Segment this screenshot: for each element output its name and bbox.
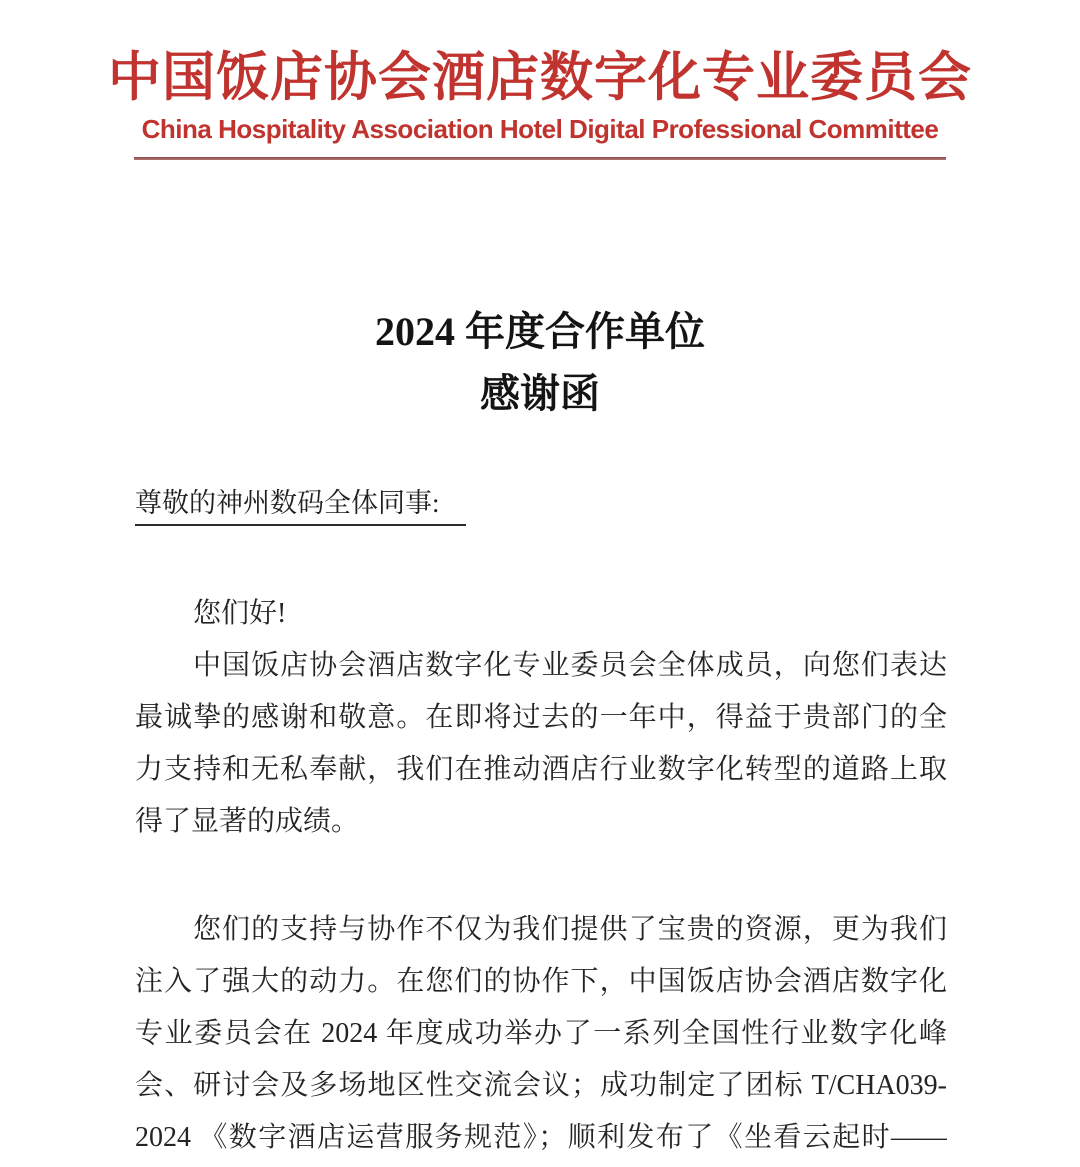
body-line: 您们的支持与协作不仅为我们提供了宝贵的资源，更为我们 bbox=[193, 914, 947, 945]
doc-title-line1: 2024 年度合作单位 bbox=[375, 309, 705, 354]
letterhead-divider bbox=[134, 157, 946, 160]
paragraph-2 bbox=[135, 904, 947, 1164]
salutation-text: 尊敬的神州数码全体同事: bbox=[135, 486, 466, 526]
paragraph-1 bbox=[135, 640, 947, 848]
org-name-cn: 中国饭店协会酒店数字化专业委员会 bbox=[108, 49, 972, 107]
doc-title-line2: 感谢函 bbox=[480, 371, 600, 416]
body-line: 专业委员会在 2024 年度成功举办了一系列全国性行业数字化峰 bbox=[135, 1018, 947, 1049]
salutation bbox=[135, 486, 947, 526]
body-line: 最诚挚的感谢和敬意。在即将过去的一年中，得益于贵部门的全 bbox=[135, 702, 947, 733]
letterhead bbox=[0, 46, 1080, 160]
org-name-en: China Hospitality Association Hotel Digital Professional Committee bbox=[141, 114, 939, 144]
letter-body bbox=[135, 486, 947, 1164]
body-line: 中国饭店协会酒店数字化专业委员会全体成员，向您们表达 bbox=[193, 650, 947, 681]
body-line: 2024 《数字酒店运营服务规范》；顺利发布了《坐看云起时—— bbox=[135, 1122, 947, 1153]
body-line: 会、研讨会及多场地区性交流会议；成功制定了团标 T/CHA039- bbox=[135, 1070, 947, 1101]
body-line: 注入了强大的动力。在您们的协作下，中国饭店协会酒店数字化 bbox=[135, 966, 947, 997]
body-line: 得了显著的成绩。 bbox=[135, 806, 360, 837]
greeting-line: 您们好! bbox=[193, 598, 287, 629]
body-line: 力支持和无私奉献，我们在推动酒店行业数字化转型的道路上取 bbox=[135, 754, 947, 785]
